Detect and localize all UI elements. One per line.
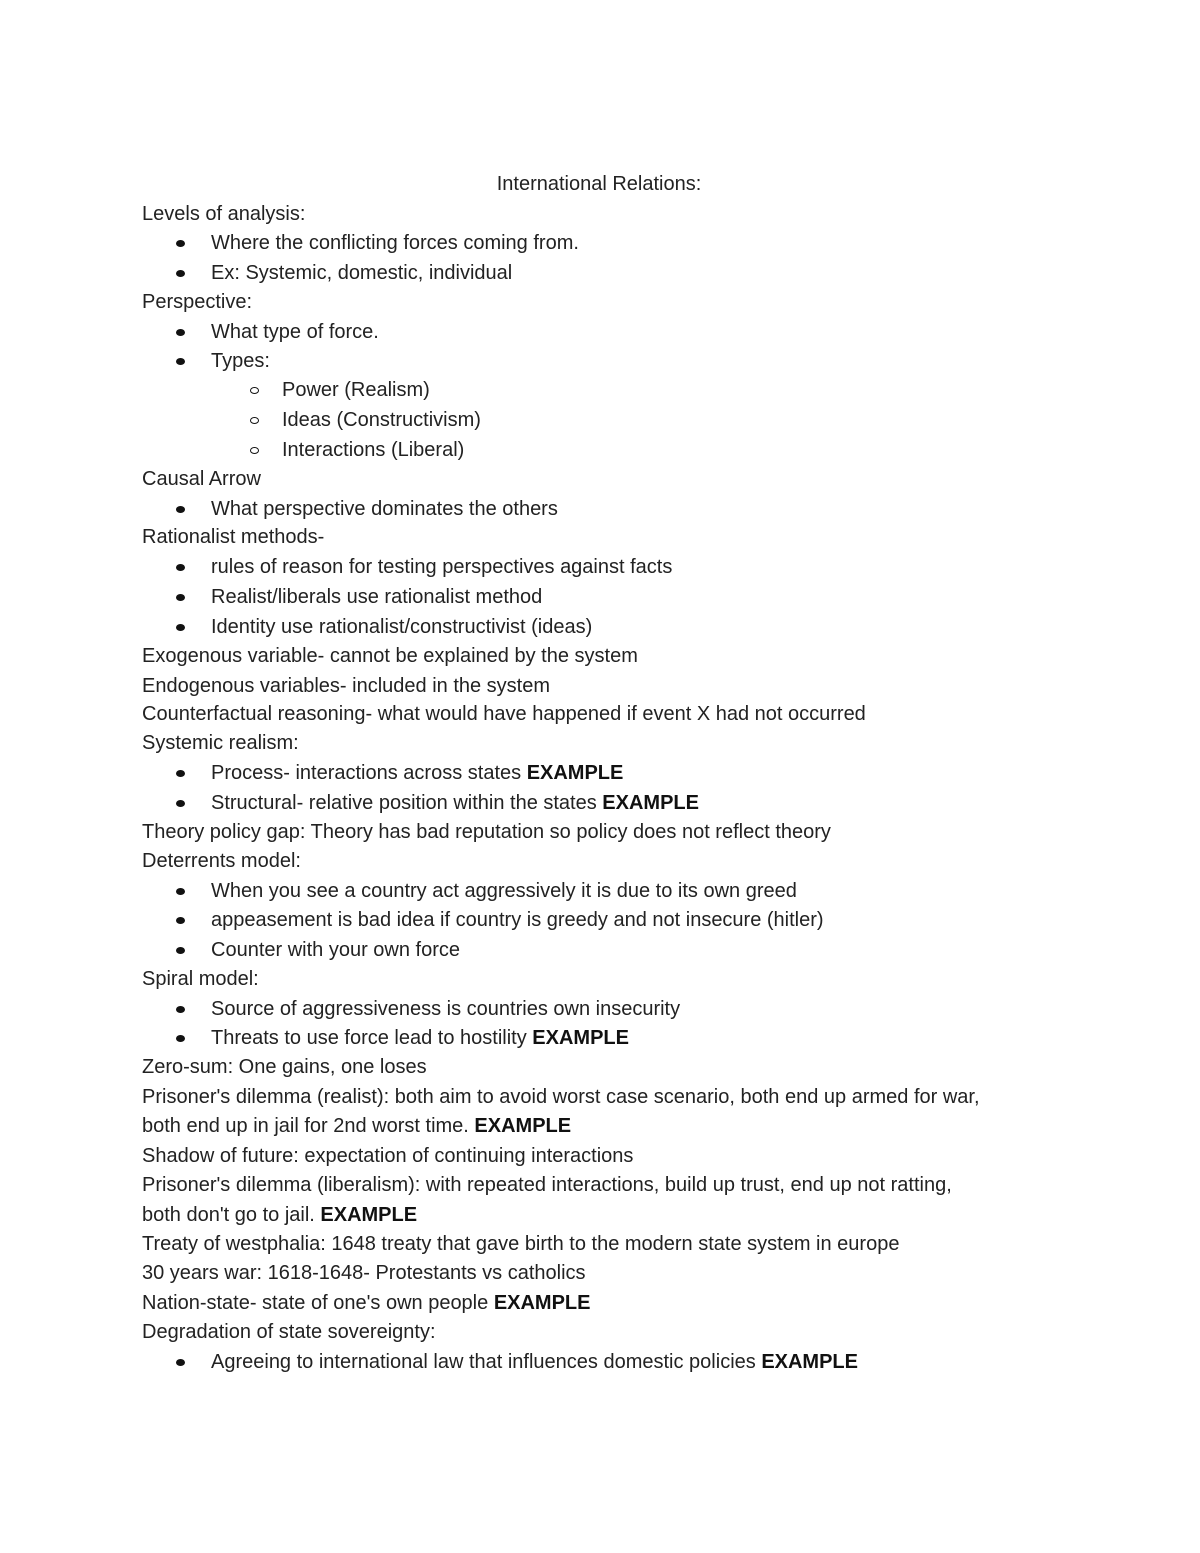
definition-endogenous: Endogenous variables- included in the system bbox=[142, 675, 551, 697]
bullet-icon bbox=[176, 888, 185, 895]
list-item: rules of reason for testing perspectives against facts bbox=[211, 556, 673, 578]
list-item bbox=[211, 1026, 629, 1050]
bullet-icon bbox=[176, 800, 185, 807]
list-item: Where the conflicting forces coming from. bbox=[211, 232, 579, 254]
item-text: both don't go to jail. bbox=[142, 1204, 321, 1226]
sub-bullet-icon bbox=[250, 417, 259, 424]
bullet-icon bbox=[176, 594, 185, 601]
heading-spiral-model: Spiral model: bbox=[142, 968, 259, 990]
example-label: EXAMPLE bbox=[761, 1351, 858, 1373]
example-label: EXAMPLE bbox=[320, 1204, 418, 1226]
list-item: Identity use rationalist/constructivist (ideas) bbox=[211, 616, 593, 638]
example-label: EXAMPLE bbox=[474, 1115, 572, 1137]
heading-causal-arrow: Causal Arrow bbox=[142, 468, 261, 490]
heading-systemic-realism: Systemic realism: bbox=[142, 732, 299, 754]
list-item: appeasement is bad idea if country is greedy and not insecure (hitler) bbox=[211, 909, 824, 931]
list-item: Realist/liberals use rationalist method bbox=[211, 586, 543, 608]
bullet-icon bbox=[176, 770, 185, 777]
heading-levels: Levels of analysis: bbox=[142, 203, 306, 225]
bullet-icon bbox=[176, 947, 185, 954]
bullet-icon bbox=[176, 240, 185, 247]
list-item: Types: bbox=[211, 350, 270, 372]
definition-counterfactual: Counterfactual reasoning- what would have happened if event X had not occurred bbox=[142, 703, 866, 725]
item-text: both end up in jail for 2nd worst time. bbox=[142, 1115, 475, 1137]
bullet-icon bbox=[176, 1006, 185, 1013]
definition-nation-state bbox=[142, 1291, 591, 1315]
heading-deterrents-model: Deterrents model: bbox=[142, 850, 301, 872]
sub-list-item: Power (Realism) bbox=[282, 379, 430, 401]
definition-shadow-of-future: Shadow of future: expectation of continuing interactions bbox=[142, 1145, 634, 1167]
list-item: Counter with your own force bbox=[211, 939, 461, 961]
heading-perspective: Perspective: bbox=[142, 291, 253, 313]
definition-exogenous: Exogenous variable- cannot be explained by the system bbox=[142, 645, 638, 667]
definition-prisoners-dilemma-liberal-cont bbox=[142, 1203, 417, 1227]
sub-bullet-icon bbox=[250, 387, 259, 394]
list-item: When you see a country act aggressively it is due to its own greed bbox=[211, 880, 797, 902]
item-text: Agreeing to international law that influences domestic policies bbox=[211, 1351, 762, 1373]
bullet-icon bbox=[176, 270, 185, 277]
page-title: International Relations: bbox=[496, 173, 702, 195]
bullet-icon bbox=[176, 329, 185, 336]
definition-thirty-years-war: 30 years war: 1618-1648- Protestants vs catholics bbox=[142, 1262, 586, 1284]
item-text: Structural- relative position within the states bbox=[211, 792, 603, 814]
bullet-icon bbox=[176, 1035, 185, 1042]
sub-list-item: Interactions (Liberal) bbox=[282, 439, 465, 461]
bullet-icon bbox=[176, 358, 185, 365]
item-text: Process- interactions across states bbox=[211, 762, 527, 784]
item-text: Threats to use force lead to hostility bbox=[211, 1027, 533, 1049]
example-label: EXAMPLE bbox=[602, 792, 699, 814]
heading-degradation: Degradation of state sovereignty: bbox=[142, 1321, 436, 1343]
bullet-icon bbox=[176, 624, 185, 631]
definition-prisoners-dilemma-liberal: Prisoner's dilemma (liberalism): with repeated interactions, build up trust, end up not ratting, bbox=[142, 1174, 952, 1196]
sub-bullet-icon bbox=[250, 447, 259, 454]
example-label: EXAMPLE bbox=[493, 1292, 591, 1314]
list-item bbox=[211, 1350, 858, 1374]
bullet-icon bbox=[176, 917, 185, 924]
list-item: Source of aggressiveness is countries own insecurity bbox=[211, 998, 681, 1020]
list-item bbox=[211, 761, 623, 785]
example-label: EXAMPLE bbox=[526, 762, 624, 784]
list-item: Ex: Systemic, domestic, individual bbox=[211, 262, 513, 284]
list-item: What perspective dominates the others bbox=[211, 498, 558, 520]
bullet-icon bbox=[176, 564, 185, 571]
definition-treaty-of-westphalia: Treaty of westphalia: 1648 treaty that gave birth to the modern state system in europe bbox=[142, 1233, 900, 1255]
bullet-icon bbox=[176, 1359, 185, 1366]
definition-prisoners-dilemma-realist: Prisoner's dilemma (realist): both aim to avoid worst case scenario, both end up armed for war, bbox=[142, 1086, 980, 1108]
definition-prisoners-dilemma-realist-cont bbox=[142, 1114, 571, 1138]
heading-rationalist: Rationalist methods- bbox=[142, 526, 325, 548]
example-label: EXAMPLE bbox=[532, 1027, 629, 1049]
item-text: Nation-state- state of one's own people bbox=[142, 1292, 494, 1314]
definition-zero-sum: Zero-sum: One gains, one loses bbox=[142, 1056, 427, 1078]
definition-theory-policy-gap: Theory policy gap: Theory has bad reputation so policy does not reflect theory bbox=[142, 821, 831, 843]
list-item bbox=[211, 791, 699, 815]
list-item: What type of force. bbox=[211, 321, 379, 343]
sub-list-item: Ideas (Constructivism) bbox=[282, 409, 481, 431]
bullet-icon bbox=[176, 506, 185, 513]
